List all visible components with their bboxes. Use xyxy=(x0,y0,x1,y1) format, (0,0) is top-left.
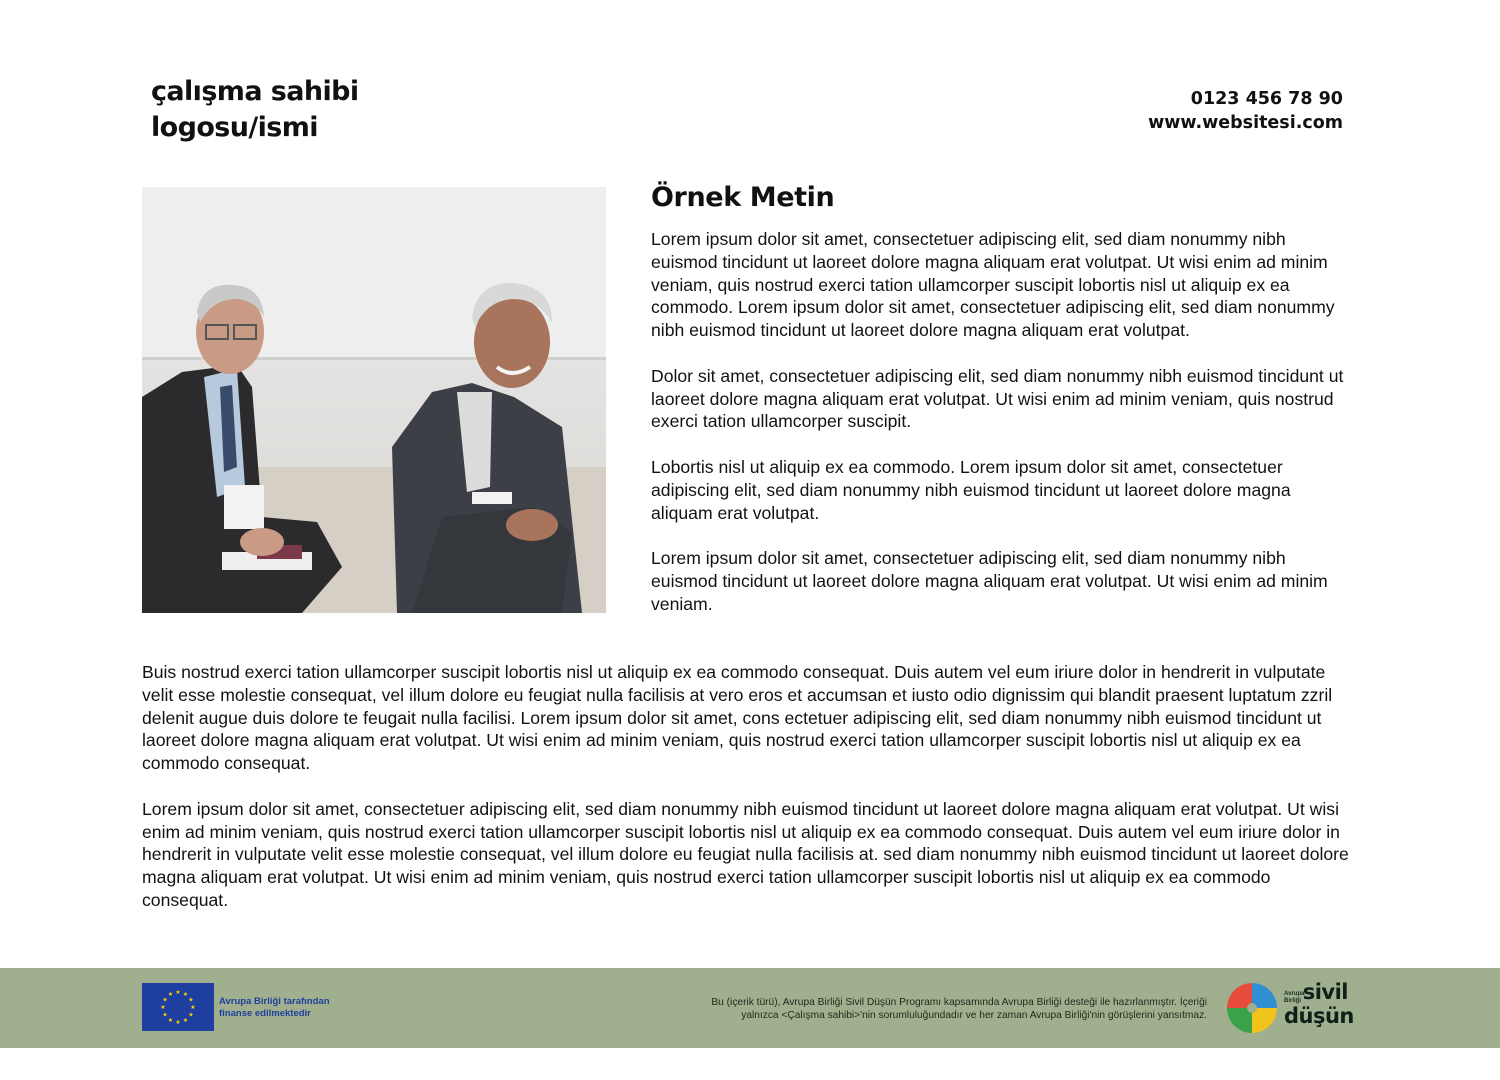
side-paragraph: Dolor sit amet, consectetuer adipiscing elit, sed diam nonummy nibh euismod tincidunt ut laoreet dolore magna aliquam erat volutpat. Ut wisi enim ad minim veniam, quis nostrud exerci tation ullamcorper suscipit. xyxy=(651,365,1344,432)
side-paragraph: Lorem ipsum dolor sit amet, consectetuer adipiscing elit, sed diam nonummy nibh euismod tincidunt ut laoreet dolore magna aliquam erat volutpat. Ut wisi enim ad minim veniam, quis nostrud exerci tation ullamcorper suscipit lobortis nisl ut aliquip ex ea commodo. Lorem ipsum dolor sit amet, consectetuer adipiscing elit, sed diam nonummy nibh euismod tincidunt ut laoreet dolore magna aliquam erat volutpat. xyxy=(651,229,1335,341)
eu-caption-line-1: Avrupa Birliği tarafından xyxy=(219,996,330,1007)
website-url: www.websitesi.com xyxy=(1148,113,1343,133)
sivil-dusun-wordmark xyxy=(1284,980,1354,1028)
eu-star-icon: ★ xyxy=(188,1012,194,1019)
eu-star-icon: ★ xyxy=(182,992,189,999)
logo-small-line-1: Avrupa xyxy=(1284,991,1305,997)
full-paragraph: Lorem ipsum dolor sit amet, consectetuer adipiscing elit, sed diam nonummy nibh euismod tincidunt ut laoreet dolore magna aliquam erat volutpat. Ut wisi enim ad minim veniam, quis nostrud exerci tation ullamcorper suscipit lobortis nisl ut aliquip ex ea commodo consequat. Duis autem vel eum iriure dolor in hendrerit in vulputate velit esse molestie consequat, vel illum dolore eu feugiat nulla facilisis at. sed diam nonummy nibh euismod tincidunt ut laoreet dolore magna aliquam erat volutpat. Ut wisi enim ad minim veniam, quis nostrud exerci tation ullamcorper suscipit lobortis nisl ut aliquip ex ea commodo consequat. xyxy=(142,798,1349,910)
eu-star-icon: ★ xyxy=(190,1005,196,1011)
logo-small-line-2: Birliği xyxy=(1284,997,1302,1004)
eu-star-icon: ★ xyxy=(160,1005,166,1011)
disclaimer-line-2: yalnızca <Çalışma sahibi>'nin sorumluluğundadır ve her zaman Avrupa Birliği'nin görüşlerini yansıtmaz. xyxy=(741,1010,1207,1022)
eu-funding-caption xyxy=(219,996,330,1020)
contact-info xyxy=(1148,87,1343,135)
eu-flag-icon xyxy=(142,983,214,1031)
logo-word-dusun: düşün xyxy=(1284,1004,1354,1028)
article-heading: Örnek Metin xyxy=(651,182,835,213)
eu-star-icon: ★ xyxy=(175,990,181,996)
eu-star-icon: ★ xyxy=(167,992,174,999)
sivil-dusun-puzzle-icon xyxy=(1226,982,1278,1034)
eu-star-icon: ★ xyxy=(175,1020,181,1026)
owner-logo-name xyxy=(151,74,359,146)
eu-star-icon: ★ xyxy=(162,997,168,1004)
full-paragraph: Buis nostrud exerci tation ullamcorper suscipit lobortis nisl ut aliquip ex ea commodo consequat. Duis autem vel eum iriure dolor in hendrerit in vulputate velit esse molestie consequat, vel illum dolore eu feugiat nulla facilisis at vero eros et accumsan et iusto odio dignissim qui blandit praesent luptatum zzril delenit augue duis dolore te feugait nulla facilisi. Lorem ipsum dolor sit amet, cons ectetuer adipiscing elit, sed diam nonummy nibh euismod tincidunt ut laoreet dolore magna aliquam erat volutpat. Ut wisi enim ad minim veniam, quis nostrud exerci tation ullamcorper suscipit lobortis nisl ut aliquip ex ea commodo consequat. xyxy=(142,662,1333,774)
owner-line-2: logosu/ismi xyxy=(151,112,318,143)
eu-disclaimer xyxy=(507,996,1207,1023)
eu-caption-line-2: finanse edilmektedir xyxy=(219,1008,311,1019)
side-text-column xyxy=(651,228,1356,638)
eu-star-icon: ★ xyxy=(188,997,194,1004)
side-paragraph: Lobortis nisl ut aliquip ex ea commodo. Lorem ipsum dolor sit amet, consectetuer adipiscing elit, sed diam nonummy nibh euismod tincidunt ut laoreet dolore magna aliquam erat volutpat. xyxy=(651,456,1291,523)
side-paragraph: Lorem ipsum dolor sit amet, consectetuer adipiscing elit, sed diam nonummy nibh euismod tincidunt ut laoreet dolore magna aliquam erat volutpat. Ut wisi enim ad minim veniam. xyxy=(651,548,1328,614)
eu-star-icon: ★ xyxy=(182,1017,189,1024)
phone-number: 0123 456 78 90 xyxy=(1190,89,1343,109)
footer-bar xyxy=(0,968,1500,1048)
logo-word-sivil: sivil xyxy=(1302,980,1348,1004)
eu-star-icon: ★ xyxy=(162,1012,168,1019)
disclaimer-line-1: Bu (içerik türü), Avrupa Birliği Sivil Düşün Programı kapsamında Avrupa Birliği desteği ile hazırlanmıştır. İçeriği xyxy=(711,997,1207,1008)
article-photo xyxy=(142,187,606,613)
owner-line-1: çalışma sahibi xyxy=(151,76,359,107)
eu-star-icon: ★ xyxy=(167,1017,174,1024)
full-text-column xyxy=(142,661,1357,935)
